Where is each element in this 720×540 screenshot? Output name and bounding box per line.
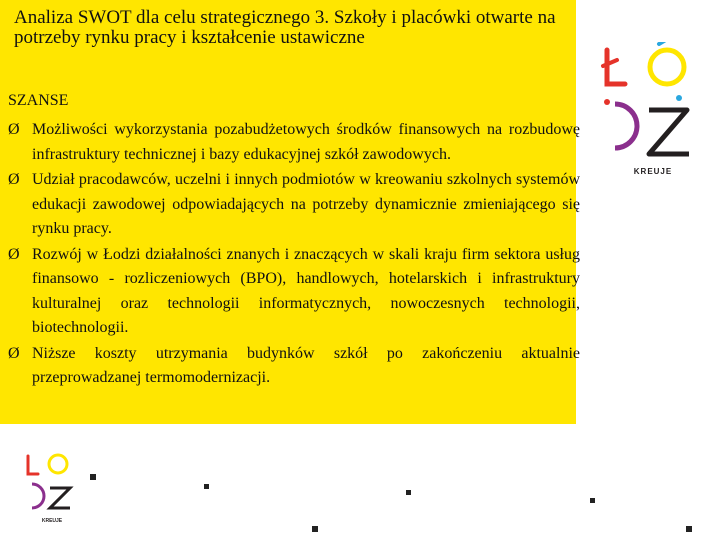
slide-title: Analiza SWOT dla celu strategicznego 3. Szkoły i placówki otwarte na potrzeby rynku pracy i kształcenie ustawiczne (14, 7, 556, 48)
decorative-dot (90, 474, 96, 480)
lodz-kreuje-logo-small (22, 450, 76, 530)
bullet-text: Możliwości wykorzystania pozabudżetowych środków finansowych na rozbudowę infrastruktury technicznej i bazy edukacyjnej szkół zawodowych. (32, 121, 580, 163)
logo-small-caption: KREUJE (41, 518, 63, 524)
decorative-dot (406, 490, 411, 495)
bullet-text: Udział pracodawców, uczelni i innych podmiotów w kreowaniu szkolnych systemów edukacji zawodowej odpowiadających na potrzeby dynamicznie zmieniającego się rynku pracy. (32, 171, 580, 237)
bullet-item (8, 118, 580, 167)
bullet-item (8, 342, 580, 391)
bullet-item (8, 168, 580, 242)
bullet-item (8, 243, 580, 341)
bullet-arrow-icon: Ø (8, 344, 20, 362)
bullet-arrow-icon: Ø (8, 171, 20, 188)
bullet-text: Rozwój w Łodzi działalności znanych i znaczących w skali kraju firm sektora usług finansowo - rozliczeniowych (BPO), handlowych, hotelarskich i infrastruktury kulturalnej oraz technologii informatycznych, nowoczesnych technologii, biotechnologii. (32, 245, 580, 336)
lodz-kreuje-logo (597, 42, 697, 182)
decorative-dot (590, 498, 595, 503)
decorative-dot (686, 526, 692, 532)
bullet-arrow-icon: Ø (8, 121, 20, 138)
logo-caption: KREUJE (633, 167, 673, 176)
bullet-list (8, 118, 580, 392)
decorative-dot (204, 484, 209, 489)
bullet-arrow-icon: Ø (8, 245, 20, 263)
bullet-text: Niższe koszty utrzymania budynków szkół po zakończeniu aktualnie przeprowadzanej termomodernizacji. (32, 344, 580, 386)
section-heading: SZANSE (8, 92, 69, 109)
decorative-dot (312, 526, 318, 532)
